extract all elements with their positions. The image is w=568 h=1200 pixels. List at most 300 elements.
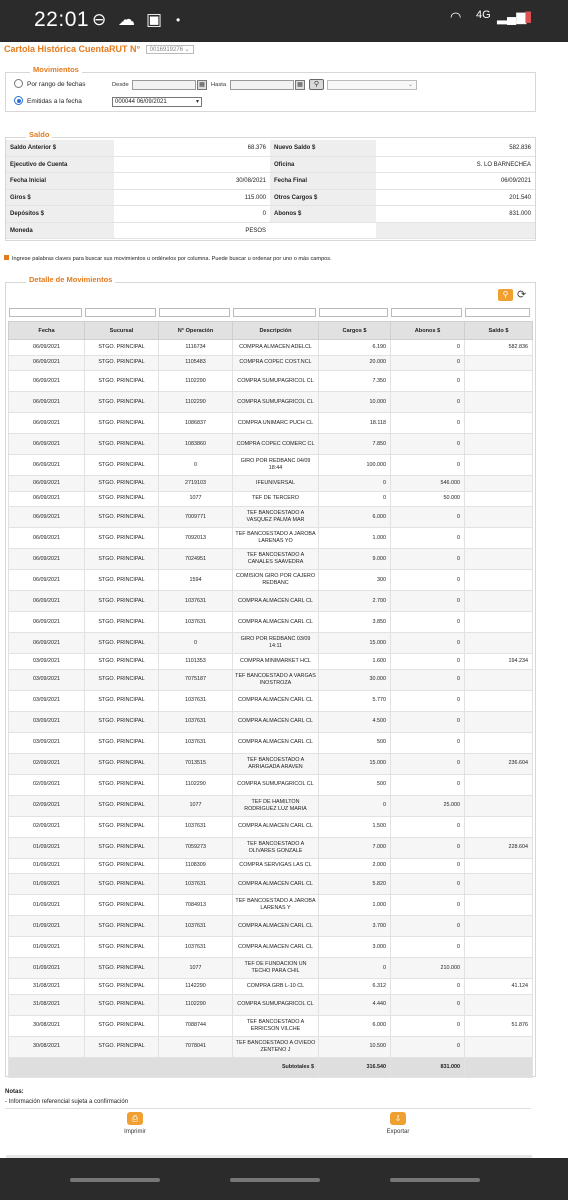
table-cell: 03/09/2021 — [9, 654, 85, 670]
table-cell: STGO. PRINCIPAL — [85, 654, 159, 670]
saldo-label: Fecha Inicial — [10, 178, 47, 184]
column-filter-input[interactable] — [319, 308, 388, 317]
table-row[interactable] — [9, 837, 533, 858]
table-cell: COMPRA ALMACEN CARL CL — [233, 732, 319, 753]
table-row[interactable] — [9, 753, 533, 774]
table-row[interactable] — [9, 874, 533, 895]
saldo-label-cell — [6, 140, 114, 156]
table-cell: TEF BANCOESTADO A VARGAS INOSTROZA — [233, 669, 319, 690]
column-header[interactable]: Descripción — [233, 322, 319, 340]
table-row[interactable] — [9, 916, 533, 937]
table-row[interactable] — [9, 774, 533, 795]
table-cell: COMPRA SUMUPAGRICOL CL — [233, 994, 319, 1015]
calendar-icon[interactable]: ▦ — [197, 80, 207, 90]
saldo-row — [6, 206, 535, 223]
column-header[interactable]: Saldo $ — [465, 322, 533, 340]
saldo-label-cell — [6, 190, 114, 206]
table-cell: 18.118 — [319, 413, 391, 434]
table-cell: STGO. PRINCIPAL — [85, 669, 159, 690]
saldo-value: 68.376 — [247, 145, 266, 151]
table-cell: 7078041 — [159, 1036, 233, 1057]
table-cell: 50.000 — [391, 491, 465, 507]
table-header-row — [9, 322, 533, 340]
table-cell: TEF BANCOESTADO A VASQUEZ PALMA MAR — [233, 507, 319, 528]
table-cell: STGO. PRINCIPAL — [85, 916, 159, 937]
table-cell: 1.500 — [319, 816, 391, 837]
table-cell: 300 — [319, 570, 391, 591]
movimientos-legend: Movimientos — [30, 65, 82, 74]
column-header[interactable]: Cargos $ — [319, 322, 391, 340]
subtotal-row — [9, 1057, 533, 1077]
saldo-value-cell — [376, 223, 535, 239]
page-content — [0, 42, 568, 1158]
table-cell: STGO. PRINCIPAL — [85, 753, 159, 774]
column-filter-input[interactable] — [85, 308, 156, 317]
export-button[interactable] — [368, 1112, 428, 1135]
table-cell: 0 — [391, 916, 465, 937]
table-cell: 546.000 — [391, 476, 465, 492]
hasta-input[interactable] — [230, 80, 294, 90]
table-row[interactable] — [9, 895, 533, 916]
table-cell: 1037631 — [159, 711, 233, 732]
table-cell: STGO. PRINCIPAL — [85, 612, 159, 633]
column-filter-input[interactable] — [233, 308, 316, 317]
table-cell: COMPRA SUMUPAGRICOL CL — [233, 371, 319, 392]
notes — [5, 1089, 128, 1105]
table-cell: 9.000 — [319, 549, 391, 570]
signal-icon: ▂▄▆ — [497, 9, 527, 24]
table-cell: 7.850 — [319, 434, 391, 455]
table-cell: 03/09/2021 — [9, 732, 85, 753]
table-cell: 1083860 — [159, 434, 233, 455]
table-cell: 02/09/2021 — [9, 795, 85, 816]
subtotal-label: Subtotales $ — [9, 1057, 319, 1077]
table-cell — [465, 690, 533, 711]
table-cell — [465, 994, 533, 1015]
table-cell: 1116734 — [159, 340, 233, 356]
table-cell — [465, 455, 533, 476]
table-cell: 0 — [159, 633, 233, 654]
saldo-label-cell — [270, 190, 376, 206]
saldo-label-cell — [270, 206, 376, 222]
saldo-value: 582.836 — [509, 145, 531, 151]
table-cell: 06/09/2021 — [9, 633, 85, 654]
table-row[interactable] — [9, 476, 533, 492]
table-cell: 1105483 — [159, 355, 233, 371]
table-row[interactable] — [9, 507, 533, 528]
saldo-label-cell — [270, 223, 376, 239]
table-cell: 1037631 — [159, 612, 233, 633]
table-cell: COMPRA SUMUPAGRICOL CL — [233, 392, 319, 413]
table-tools — [498, 288, 526, 301]
saldo-value: S. LO BARNECHEA — [476, 161, 531, 168]
navigation-bar — [0, 1158, 568, 1200]
column-filter-input[interactable] — [9, 308, 82, 317]
table-cell — [465, 937, 533, 958]
table-row[interactable] — [9, 669, 533, 690]
table-cell: 03/09/2021 — [9, 690, 85, 711]
notes-line: - Información referencial sujeta a confirmación — [5, 1099, 129, 1105]
nav-recent-button[interactable] — [70, 1178, 160, 1182]
column-header[interactable]: Sucursal — [85, 322, 159, 340]
table-cell: STGO. PRINCIPAL — [85, 795, 159, 816]
saldo-label-cell — [6, 206, 114, 222]
table-cell: COMPRA MINIMARKET HCL — [233, 654, 319, 670]
do-not-disturb-icon: ⊖ — [92, 10, 107, 29]
table-cell: STGO. PRINCIPAL — [85, 816, 159, 837]
table-cell: STGO. PRINCIPAL — [85, 937, 159, 958]
table-cell: 0 — [391, 413, 465, 434]
table-cell: 06/09/2021 — [9, 476, 85, 492]
detalle-legend: Detalle de Movimientos — [26, 275, 115, 284]
column-filter-input[interactable] — [465, 308, 530, 317]
saldo-value: 831.000 — [509, 211, 531, 217]
table-cell: COMPRA ALMACEN CARL CL — [233, 874, 319, 895]
table-cell: 1037631 — [159, 816, 233, 837]
subtotal-cargos: 316.540 — [319, 1057, 391, 1077]
table-cell: STGO. PRINCIPAL — [85, 1015, 159, 1036]
table-cell: 0 — [319, 476, 391, 492]
issued-date-select[interactable] — [112, 97, 202, 107]
table-cell: 06/09/2021 — [9, 340, 85, 356]
table-cell: 0 — [391, 895, 465, 916]
table-cell: 1102290 — [159, 392, 233, 413]
table-cell: 3.700 — [319, 916, 391, 937]
table-cell: 7075187 — [159, 669, 233, 690]
saldo-value: 06/09/2021 — [500, 178, 531, 184]
table-cell — [465, 1036, 533, 1057]
table-cell: COMPRA COPEC COMERC CL — [233, 434, 319, 455]
table-cell: TEF DE TERCERO — [233, 491, 319, 507]
table-cell: TEF BANCOESTADO A JAROBA LARENAS Y — [233, 895, 319, 916]
table-cell: COMPRA SERVIGAS LAS CL — [233, 858, 319, 874]
table-cell: 1102290 — [159, 994, 233, 1015]
table-cell: STGO. PRINCIPAL — [85, 858, 159, 874]
table-cell: 0 — [391, 340, 465, 356]
table-row[interactable] — [9, 355, 533, 371]
saldo-row — [6, 223, 535, 240]
table-cell: STGO. PRINCIPAL — [85, 732, 159, 753]
table-cell: 3.000 — [319, 937, 391, 958]
table-cell: 15.000 — [319, 633, 391, 654]
table-cell: 0 — [391, 874, 465, 895]
table-row[interactable] — [9, 549, 533, 570]
table-cell: COMPRA ALMACEN CARL CL — [233, 690, 319, 711]
table-cell: TEF BANCOESTADO A ERRICSON VILCHE — [233, 1015, 319, 1036]
table-cell: 1101353 — [159, 654, 233, 670]
saldo-label: Nuevo Saldo $ — [274, 145, 316, 151]
table-cell — [465, 355, 533, 371]
column-header[interactable]: Fecha — [9, 322, 85, 340]
print-label: Imprimir — [124, 1129, 146, 1135]
table-cell: COMPRA UNIMARC PUCH CL — [233, 413, 319, 434]
table-row[interactable] — [9, 994, 533, 1015]
table-row[interactable] — [9, 958, 533, 979]
table-cell: 1102290 — [159, 371, 233, 392]
table-cell: 15.000 — [319, 753, 391, 774]
nav-home-button[interactable] — [230, 1178, 320, 1182]
table-cell: 0 — [391, 994, 465, 1015]
table-cell: 30/08/2021 — [9, 1036, 85, 1057]
table-cell: 06/09/2021 — [9, 591, 85, 612]
table-cell: 01/09/2021 — [9, 858, 85, 874]
saldo-label-cell — [6, 223, 114, 239]
table-cell — [465, 491, 533, 507]
table-cell — [465, 732, 533, 753]
radio-date-range[interactable] — [14, 79, 86, 88]
saldo-label: Abonos $ — [274, 211, 302, 217]
table-cell: COMPRA ALMACEN CARL CL — [233, 612, 319, 633]
table-cell: COMPRA ALMACEN CARL CL — [233, 916, 319, 937]
table-row[interactable] — [9, 392, 533, 413]
export-label: Exportar — [386, 1129, 410, 1135]
table-cell: TEF BANCOESTADO A OLIVARES GONZALE — [233, 837, 319, 858]
radio-issued-date[interactable] — [14, 96, 82, 105]
table-row[interactable] — [9, 795, 533, 816]
print-icon: ⎙ — [127, 1112, 143, 1125]
table-cell: 06/09/2021 — [9, 612, 85, 633]
table-cell: 1102290 — [159, 774, 233, 795]
column-filter-input[interactable] — [159, 308, 230, 317]
table-cell: COMPRA ALMACEN CARL CL — [233, 711, 319, 732]
page-title-text: Cartola Histórica CuentaRUT N° — [4, 44, 141, 54]
table-cell: 7013515 — [159, 753, 233, 774]
table-cell: 6.000 — [319, 1015, 391, 1036]
table-cell: 0 — [391, 837, 465, 858]
table-cell: 2.700 — [319, 591, 391, 612]
gallery-icon: ▣ — [146, 10, 163, 29]
table-cell: 0 — [391, 434, 465, 455]
table-cell — [465, 958, 533, 979]
table-cell: STGO. PRINCIPAL — [85, 711, 159, 732]
saldo-label: Fecha Final — [274, 178, 308, 184]
table-cell: STGO. PRINCIPAL — [85, 340, 159, 356]
table-cell: 1077 — [159, 795, 233, 816]
table-cell: COMPRA GRB L-10 CL — [233, 979, 319, 995]
table-row[interactable] — [9, 413, 533, 434]
table-cell: 1037631 — [159, 916, 233, 937]
table-row[interactable] — [9, 371, 533, 392]
table-cell: 0 — [391, 633, 465, 654]
table-cell: 06/09/2021 — [9, 491, 85, 507]
hasta-label: Hasta — [211, 82, 227, 88]
saldo-label: Otros Cargos $ — [274, 194, 318, 201]
table-cell: STGO. PRINCIPAL — [85, 507, 159, 528]
table-cell: STGO. PRINCIPAL — [85, 979, 159, 995]
table-cell: STGO. PRINCIPAL — [85, 528, 159, 549]
column-header[interactable]: N° Operación — [159, 322, 233, 340]
table-cell: 0 — [391, 732, 465, 753]
saldo-value-cell — [376, 206, 535, 222]
table-cell: STGO. PRINCIPAL — [85, 633, 159, 654]
table-cell: 02/09/2021 — [9, 753, 85, 774]
table-cell: STGO. PRINCIPAL — [85, 434, 159, 455]
table-row[interactable] — [9, 1036, 533, 1057]
table-cell: IFEUNIVERSAL — [233, 476, 319, 492]
table-cell: 06/09/2021 — [9, 371, 85, 392]
filter-select[interactable]: ⌄ — [327, 80, 417, 90]
table-row[interactable] — [9, 591, 533, 612]
table-cell: 0 — [391, 355, 465, 371]
table-cell: 0 — [391, 371, 465, 392]
table-cell: 0 — [391, 570, 465, 591]
table-cell: 01/09/2021 — [9, 837, 85, 858]
table-row[interactable] — [9, 816, 533, 837]
table-cell: 0 — [391, 816, 465, 837]
subtotal-abonos: 831.000 — [391, 1057, 465, 1077]
saldo-table — [6, 140, 535, 239]
table-cell — [465, 549, 533, 570]
table-row[interactable] — [9, 979, 533, 995]
radio-button[interactable] — [14, 79, 23, 88]
table-cell: 1142290 — [159, 979, 233, 995]
table-cell: STGO. PRINCIPAL — [85, 774, 159, 795]
table-cell: 1077 — [159, 491, 233, 507]
table-cell: 7084913 — [159, 895, 233, 916]
table-cell: 582.836 — [465, 340, 533, 356]
table-row[interactable] — [9, 528, 533, 549]
table-cell: STGO. PRINCIPAL — [85, 549, 159, 570]
table-cell: STGO. PRINCIPAL — [85, 837, 159, 858]
table-cell: STGO. PRINCIPAL — [85, 874, 159, 895]
table-cell: 0 — [391, 979, 465, 995]
table-cell: 0 — [391, 753, 465, 774]
saldo-value: 201.540 — [509, 194, 531, 201]
table-cell — [465, 371, 533, 392]
dot-icon: • — [176, 13, 181, 27]
table-cell: 5.770 — [319, 690, 391, 711]
table-cell: TEF BANCOESTADO A OVIEDO ZENTENO J — [233, 1036, 319, 1057]
table-cell: GIRO POR REDBANC 03/09 14:11 — [233, 633, 319, 654]
column-filter-input[interactable] — [391, 308, 462, 317]
table-cell: TEF BANCOESTADO A CANALES SAAVEDRA — [233, 549, 319, 570]
table-cell: 01/09/2021 — [9, 895, 85, 916]
table-cell: 03/09/2021 — [9, 711, 85, 732]
table-cell: 1.600 — [319, 654, 391, 670]
table-cell: 01/09/2021 — [9, 874, 85, 895]
search-button[interactable]: ⚲ — [309, 79, 324, 90]
radio-date-range-label: Por rango de fechas — [27, 81, 86, 88]
table-cell: 5.820 — [319, 874, 391, 895]
table-row[interactable] — [9, 1015, 533, 1036]
divider — [5, 1108, 531, 1109]
table-cell: 03/09/2021 — [9, 669, 85, 690]
table-cell: 4.500 — [319, 711, 391, 732]
table-cell — [465, 774, 533, 795]
table-cell: 0 — [391, 669, 465, 690]
table-cell: TEF BANCOESTADO A JAROBA LARENAS YO — [233, 528, 319, 549]
saldo-label: Giros $ — [10, 194, 31, 201]
table-row[interactable] — [9, 690, 533, 711]
table-cell: 0 — [319, 958, 391, 979]
table-cell — [465, 413, 533, 434]
table-cell: 0 — [391, 774, 465, 795]
account-select[interactable]: 0016919276 ⌄ — [146, 45, 194, 54]
table-row[interactable] — [9, 711, 533, 732]
table-cell: 7024951 — [159, 549, 233, 570]
table-row[interactable] — [9, 570, 533, 591]
calendar-icon[interactable]: ▦ — [295, 80, 305, 90]
table-row[interactable] — [9, 937, 533, 958]
table-row[interactable] — [9, 612, 533, 633]
table-row[interactable] — [9, 732, 533, 753]
saldo-value-cell — [376, 140, 535, 156]
table-cell: COMPRA SUMUPAGRICOL CL — [233, 774, 319, 795]
table-row[interactable] — [9, 491, 533, 507]
table-cell: TEF DE FUNDACION UN TECHO PARA CHIL — [233, 958, 319, 979]
export-icon: ⇩ — [390, 1112, 406, 1125]
table-row[interactable] — [9, 858, 533, 874]
status-bar — [0, 0, 568, 42]
table-cell: 4.440 — [319, 994, 391, 1015]
table-cell: 02/09/2021 — [9, 774, 85, 795]
desde-input[interactable] — [132, 80, 196, 90]
table-cell — [465, 434, 533, 455]
table-cell: 6.000 — [319, 507, 391, 528]
table-row[interactable] — [9, 654, 533, 670]
table-cell: 06/09/2021 — [9, 549, 85, 570]
table-cell: 0 — [391, 528, 465, 549]
battery-icon: ▮ — [524, 8, 533, 25]
table-cell: STGO. PRINCIPAL — [85, 413, 159, 434]
table-cell: 01/09/2021 — [9, 937, 85, 958]
table-cell: 2.000 — [319, 858, 391, 874]
column-header[interactable]: Abonos $ — [391, 322, 465, 340]
table-cell: STGO. PRINCIPAL — [85, 958, 159, 979]
table-row[interactable] — [9, 434, 533, 455]
table-cell: 6.190 — [319, 340, 391, 356]
table-cell: 7.350 — [319, 371, 391, 392]
table-cell — [465, 916, 533, 937]
table-cell — [465, 669, 533, 690]
nav-back-button[interactable] — [390, 1178, 480, 1182]
search-icon[interactable]: ⚲ — [498, 289, 513, 301]
info-text: Ingrese palabras claves para buscar sus movimientos u ordénelos por columna. Puede buscar u ordenar por uno o más campos. — [12, 256, 332, 262]
refresh-icon[interactable]: ⟳ — [517, 289, 527, 301]
table-cell: 1594 — [159, 570, 233, 591]
table-row[interactable] — [9, 633, 533, 654]
radio-button-selected[interactable] — [14, 96, 23, 105]
table-cell: 100.000 — [319, 455, 391, 476]
table-cell — [465, 895, 533, 916]
table-cell: 228.604 — [465, 837, 533, 858]
table-cell: 31/08/2021 — [9, 979, 85, 995]
desde-label: Desde — [112, 82, 129, 88]
saldo-label: Depósitos $ — [10, 211, 45, 217]
table-cell: 1077 — [159, 958, 233, 979]
table-cell: 2719103 — [159, 476, 233, 492]
table-cell: 02/09/2021 — [9, 816, 85, 837]
table-cell: COMPRA ALMACEN CARL CL — [233, 591, 319, 612]
saldo-row — [6, 157, 535, 174]
table-cell: 0 — [159, 455, 233, 476]
table-cell — [465, 816, 533, 837]
saldo-value: PESOS — [245, 227, 266, 234]
print-button[interactable] — [105, 1112, 165, 1135]
table-cell: 0 — [391, 858, 465, 874]
table-row[interactable] — [9, 340, 533, 356]
table-cell: 7088744 — [159, 1015, 233, 1036]
saldo-label-cell — [270, 140, 376, 156]
table-cell: 1037631 — [159, 690, 233, 711]
table-cell — [465, 507, 533, 528]
table-cell: 06/09/2021 — [9, 413, 85, 434]
table-cell — [465, 795, 533, 816]
saldo-value-cell — [376, 190, 535, 206]
table-row[interactable] — [9, 455, 533, 476]
table-cell: 1037631 — [159, 874, 233, 895]
table-cell: COMISION GIRO POR CAJERO REDBANC — [233, 570, 319, 591]
